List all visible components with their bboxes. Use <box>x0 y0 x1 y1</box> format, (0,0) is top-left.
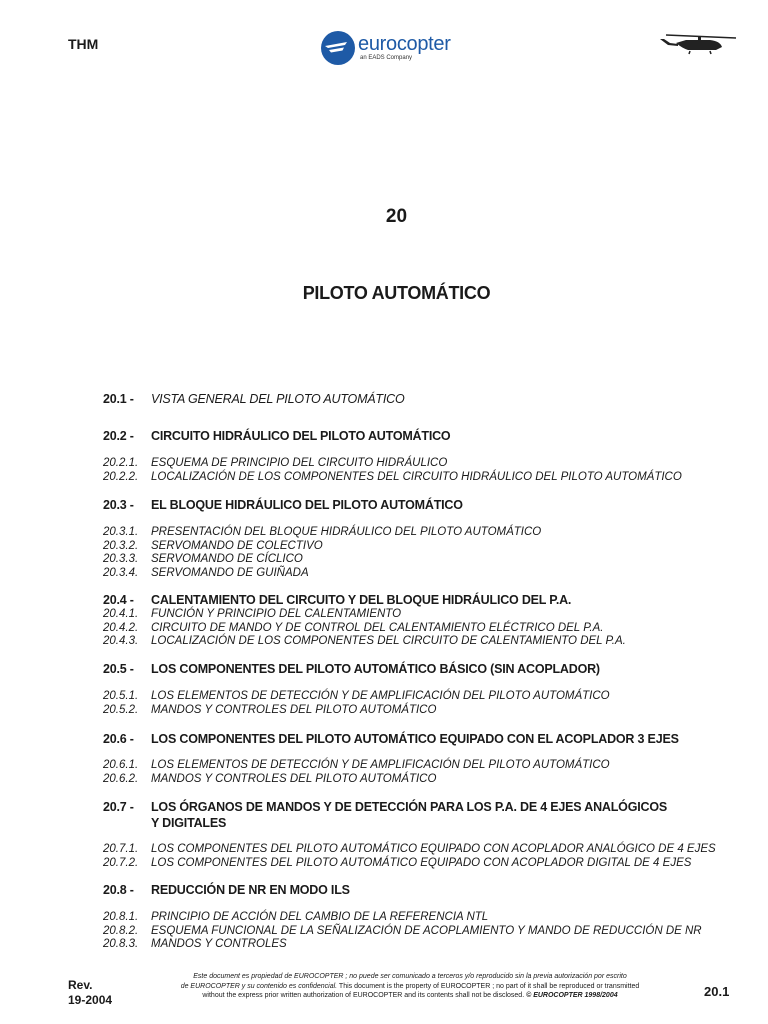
toc-subsection-number: 20.8.3. <box>103 938 139 950</box>
toc-subsection-title: PRINCIPIO DE ACCIÓN DEL CAMBIO DE LA REFERENCIA NTL <box>151 911 489 923</box>
toc-subsection-number: 20.3.2. <box>103 539 139 552</box>
toc-subsection-title: ESQUEMA FUNCIONAL DE LA SEÑALIZACIÓN DE ACOPLAMIENTO Y MANDO DE REDUCCIÓN DE NR <box>151 924 702 937</box>
confidentiality-disclaimer <box>150 972 670 1001</box>
toc-subsection-number: 20.8.1. <box>103 911 139 923</box>
toc-subsection-number: 20.3.4. <box>103 566 139 579</box>
toc-subsection-title: LOS ELEMENTOS DE DETECCIÓN Y DE AMPLIFICACIÓN DEL PILOTO AUTOMÁTICO <box>151 759 610 771</box>
toc-subsection-number: 20.7.1. <box>103 843 139 855</box>
toc-subsection-title: MANDOS Y CONTROLES <box>151 938 287 950</box>
toc-subsection-title: FUNCIÓN Y PRINCIPIO DEL CALENTAMIENTO <box>151 608 402 620</box>
toc-subsection-number: 20.6.1. <box>103 759 139 771</box>
toc-section-number: 20.2 - <box>103 429 134 443</box>
revision-block <box>68 978 112 1008</box>
logo-subtitle: an EADS Company <box>360 55 413 61</box>
toc-subsection-title: MANDOS Y CONTROLES DEL PILOTO AUTOMÁTICO <box>151 772 437 785</box>
toc-subsection-number: 20.4.1. <box>103 608 139 620</box>
toc-subsection-title: ESQUEMA DE PRINCIPIO DEL CIRCUITO HIDRÁULICO <box>151 457 448 469</box>
toc-section-title-continued: Y DIGITALES <box>151 816 227 830</box>
toc-subsection-number: 20.3.1. <box>103 526 139 538</box>
toc-subsection-title: LOCALIZACIÓN DE LOS COMPONENTES DEL CIRCUITO HIDRÁULICO DEL PILOTO AUTOMÁTICO <box>151 470 682 483</box>
toc-section-number: 20.4 - <box>103 593 134 607</box>
chapter-number: 20 <box>385 206 408 227</box>
toc-subsection-number: 20.5.2. <box>103 703 139 716</box>
toc-subsection-number: 20.7.2. <box>103 856 139 869</box>
toc-section-title: CIRCUITO HIDRÁULICO DEL PILOTO AUTOMÁTICO <box>151 429 451 443</box>
toc-subsection-title: SERVOMANDO DE GUIÑADA <box>151 566 309 579</box>
disclaimer-line-3 <box>150 991 670 1001</box>
eurocopter-logo-icon <box>320 30 356 66</box>
helicopter-icon <box>658 30 738 56</box>
page-number: 20.1 <box>704 984 730 999</box>
revision-date: 19-2004 <box>68 993 113 1007</box>
toc-subsection-title: PRESENTACIÓN DEL BLOQUE HIDRÁULICO DEL PILOTO AUTOMÁTICO <box>151 526 542 538</box>
disclaimer-line-3-text: without the express prior written authorization of EUROCOPTER and its contents shall not be disclosed. <box>202 992 525 999</box>
toc-subsection-title: LOS ELEMENTOS DE DETECCIÓN Y DE AMPLIFICACIÓN DEL PILOTO AUTOMÁTICO <box>151 690 610 702</box>
chapter-title: PILOTO AUTOMÁTICO <box>302 283 491 303</box>
toc-subsection-number: 20.3.3. <box>103 553 139 565</box>
document-code: THM <box>68 36 99 52</box>
toc-subsection-number: 20.2.2. <box>103 470 139 483</box>
toc-section-number: 20.3 - <box>103 498 134 512</box>
toc-subsection-title: CIRCUITO DE MANDO Y DE CONTROL DEL CALENTAMIENTO ELÉCTRICO DEL P.A. <box>151 621 604 634</box>
copyright-notice: © EUROCOPTER 1998/2004 <box>524 992 618 999</box>
toc-subsection-number: 20.6.2. <box>103 772 139 785</box>
toc-section-number: 20.5 - <box>103 662 134 676</box>
toc-section-title: VISTA GENERAL DEL PILOTO AUTOMÁTICO <box>151 392 405 406</box>
toc-subsection-number: 20.4.2. <box>103 621 139 634</box>
toc-subsection-number: 20.5.1. <box>103 690 139 702</box>
disclaimer-line-2-spanish: de EUROCOPTER y su contenido es confidencial. <box>180 982 338 990</box>
toc-section-title: LOS ÓRGANOS DE MANDOS Y DE DETECCIÓN PARA LOS P.A. DE 4 EJES ANALÓGICOS <box>151 800 667 814</box>
eurocopter-logo <box>320 28 490 68</box>
toc-section-title: LOS COMPONENTES DEL PILOTO AUTOMÁTICO BÁSICO (SIN ACOPLADOR) <box>151 662 600 676</box>
toc-section-number: 20.7 - <box>103 800 134 814</box>
toc-subsection-title: MANDOS Y CONTROLES DEL PILOTO AUTOMÁTICO <box>151 703 437 716</box>
disclaimer-line-1: Este document es propiedad de EUROCOPTER ; no puede ser comunicado a terceros y/o reproducido sin la previa autorización por escrito <box>193 973 627 980</box>
toc-section-number: 20.8 - <box>103 883 134 897</box>
toc-subsection-number: 20.2.1. <box>103 457 139 469</box>
disclaimer-line-2 <box>150 982 670 992</box>
toc-subsection-title: LOS COMPONENTES DEL PILOTO AUTOMÁTICO EQUIPADO CON ACOPLADOR ANALÓGICO DE 4 EJES <box>151 843 716 855</box>
toc-section-number: 20.6 - <box>103 732 134 746</box>
logo-wordmark: eurocopter <box>358 33 451 55</box>
toc-subsection-title: LOCALIZACIÓN DE LOS COMPONENTES DEL CIRCUITO DE CALENTAMIENTO DEL P.A. <box>151 635 626 647</box>
toc-subsection-title: LOS COMPONENTES DEL PILOTO AUTOMÁTICO EQUIPADO CON ACOPLADOR DIGITAL DE 4 EJES <box>151 856 692 869</box>
toc-section-title: REDUCCIÓN DE NR EN MODO ILS <box>151 883 350 897</box>
revision-label: Rev. <box>68 978 93 992</box>
toc-subsection-title: SERVOMANDO DE CÍCLICO <box>151 553 303 565</box>
toc-section-number: 20.1 - <box>103 392 134 406</box>
toc-section-title: CALENTAMIENTO DEL CIRCUITO Y DEL BLOQUE HIDRÁULICO DEL P.A. <box>151 593 572 607</box>
toc-section-title: LOS COMPONENTES DEL PILOTO AUTOMÁTICO EQUIPADO CON EL ACOPLADOR 3 EJES <box>151 732 679 746</box>
toc-subsection-title: SERVOMANDO DE COLECTIVO <box>151 539 323 552</box>
toc-subsection-number: 20.8.2. <box>103 924 139 937</box>
toc-subsection-number: 20.4.3. <box>103 635 139 647</box>
toc-section-title: EL BLOQUE HIDRÁULICO DEL PILOTO AUTOMÁTICO <box>151 498 463 512</box>
disclaimer-line-2-english: This document is the property of EUROCOPTER ; no part of it shall be reproduced or transmitted <box>337 982 640 990</box>
